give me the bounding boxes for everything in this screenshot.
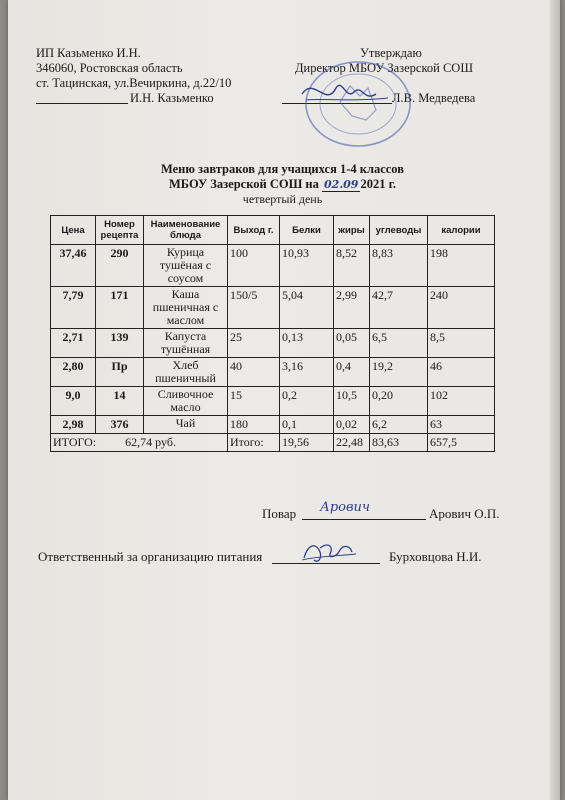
fat-cell: 0,4 xyxy=(334,358,370,387)
menu-title: Меню завтраков для учащихся 1-4 классов xyxy=(160,162,404,176)
kcal-cell: 63 xyxy=(428,416,495,434)
table-row xyxy=(51,387,495,416)
total-sum-cell xyxy=(51,434,228,452)
recipe-cell: Пр xyxy=(96,358,144,387)
col-protein: Белки xyxy=(280,216,334,245)
menu-day: четвертый день xyxy=(242,192,323,206)
approve-label: Утверждаю xyxy=(360,46,422,60)
recipe-cell: 14 xyxy=(96,387,144,416)
cook-handwritten-signature: Арович xyxy=(320,500,371,515)
cook-name: Арович О.П. xyxy=(429,506,500,521)
left-signer: И.Н. Казьменко xyxy=(130,91,214,105)
col-fat: жиры xyxy=(334,216,370,245)
carbs-cell: 6,2 xyxy=(370,416,428,434)
year-label: 2021 г. xyxy=(360,177,396,191)
dish-cell: Сливочное масло xyxy=(144,387,228,416)
protein-cell: 5,04 xyxy=(280,287,334,329)
fat-cell: 8,52 xyxy=(334,245,370,287)
table-header-row xyxy=(51,216,495,245)
recipe-cell: 139 xyxy=(96,329,144,358)
responsible-name: Бурховцова Н.И. xyxy=(389,549,482,564)
col-dish: Наименование блюда xyxy=(144,216,228,245)
kcal-cell: 240 xyxy=(428,287,495,329)
price-cell: 2,80 xyxy=(51,358,96,387)
kcal-cell: 8,5 xyxy=(428,329,495,358)
protein-cell: 0,1 xyxy=(280,416,334,434)
menu-table xyxy=(50,215,495,452)
dish-cell: Капуста тушённая xyxy=(144,329,228,358)
yield-cell: 15 xyxy=(228,387,280,416)
yield-cell: 100 xyxy=(228,245,280,287)
kcal-cell: 102 xyxy=(428,387,495,416)
yield-cell: 180 xyxy=(228,416,280,434)
fat-cell: 2,99 xyxy=(334,287,370,329)
cook-label: Повар xyxy=(262,506,297,521)
dish-cell: Хлеб пшеничный xyxy=(144,358,228,387)
protein-cell: 0,13 xyxy=(280,329,334,358)
kcal-cell: 198 xyxy=(428,245,495,287)
entrepreneur-region: 346060, Ростовская область xyxy=(36,61,183,75)
school-label: МБОУ Зазерской СОШ на xyxy=(169,177,319,191)
price-cell: 37,46 xyxy=(51,245,96,287)
col-yield: Выход г. xyxy=(228,216,280,245)
total-row xyxy=(51,434,495,452)
price-cell: 2,98 xyxy=(51,416,96,434)
dish-cell: Курица тушёная с соусом xyxy=(144,245,228,287)
entrepreneur-name: ИП Казьменко И.Н. xyxy=(36,46,141,60)
col-recipe: Номер рецепта xyxy=(96,216,144,245)
carbs-cell: 42,7 xyxy=(370,287,428,329)
table-row xyxy=(51,329,495,358)
table-row xyxy=(51,416,495,434)
carbs-cell: 19,2 xyxy=(370,358,428,387)
carbs-cell: 8,83 xyxy=(370,245,428,287)
handwritten-date: 02.09 xyxy=(324,178,359,191)
cook-signature-line xyxy=(302,519,426,520)
table-row xyxy=(51,358,495,387)
menu-school-date xyxy=(0,177,565,192)
left-signature-line xyxy=(36,103,128,104)
right-signer: Л.В. Медведева xyxy=(392,91,476,105)
yield-cell: 150/5 xyxy=(228,287,280,329)
table-row xyxy=(51,287,495,329)
total-fat: 22,48 xyxy=(334,434,370,452)
total-protein: 19,56 xyxy=(280,434,334,452)
carbs-cell: 6,5 xyxy=(370,329,428,358)
recipe-cell: 376 xyxy=(96,416,144,434)
price-cell: 7,79 xyxy=(51,287,96,329)
total-carbs: 83,63 xyxy=(370,434,428,452)
table-row xyxy=(51,245,495,287)
dish-cell: Каша пшеничная с маслом xyxy=(144,287,228,329)
price-cell: 2,71 xyxy=(51,329,96,358)
yield-cell: 25 xyxy=(228,329,280,358)
yield-cell: 40 xyxy=(228,358,280,387)
protein-cell: 10,93 xyxy=(280,245,334,287)
total-kcal: 657,5 xyxy=(428,434,495,452)
entrepreneur-address: ст. Тацинская, ул.Вечиркина, д.22/10 xyxy=(36,76,232,90)
responsible-label: Ответственный за организацию питания xyxy=(38,549,263,564)
total-label2: Итого: xyxy=(228,434,280,452)
total-sum: 62,74 руб. xyxy=(125,435,176,449)
recipe-cell: 171 xyxy=(96,287,144,329)
dish-cell: Чай xyxy=(144,416,228,434)
kcal-cell: 46 xyxy=(428,358,495,387)
paper-edge xyxy=(550,0,560,800)
fat-cell: 0,05 xyxy=(334,329,370,358)
recipe-cell: 290 xyxy=(96,245,144,287)
responsible-signature-scribble xyxy=(298,538,358,568)
col-carbs: углеводы xyxy=(370,216,428,245)
director-position: Директор МБОУ Зазерской СОШ xyxy=(295,61,473,75)
carbs-cell: 0,20 xyxy=(370,387,428,416)
price-cell: 9,0 xyxy=(51,387,96,416)
round-stamp xyxy=(292,58,414,154)
protein-cell: 0,2 xyxy=(280,387,334,416)
fat-cell: 0,02 xyxy=(334,416,370,434)
col-price: Цена xyxy=(51,216,96,245)
protein-cell: 3,16 xyxy=(280,358,334,387)
col-kcal: калории xyxy=(428,216,495,245)
total-label: ИТОГО: xyxy=(53,435,97,449)
fat-cell: 10,5 xyxy=(334,387,370,416)
